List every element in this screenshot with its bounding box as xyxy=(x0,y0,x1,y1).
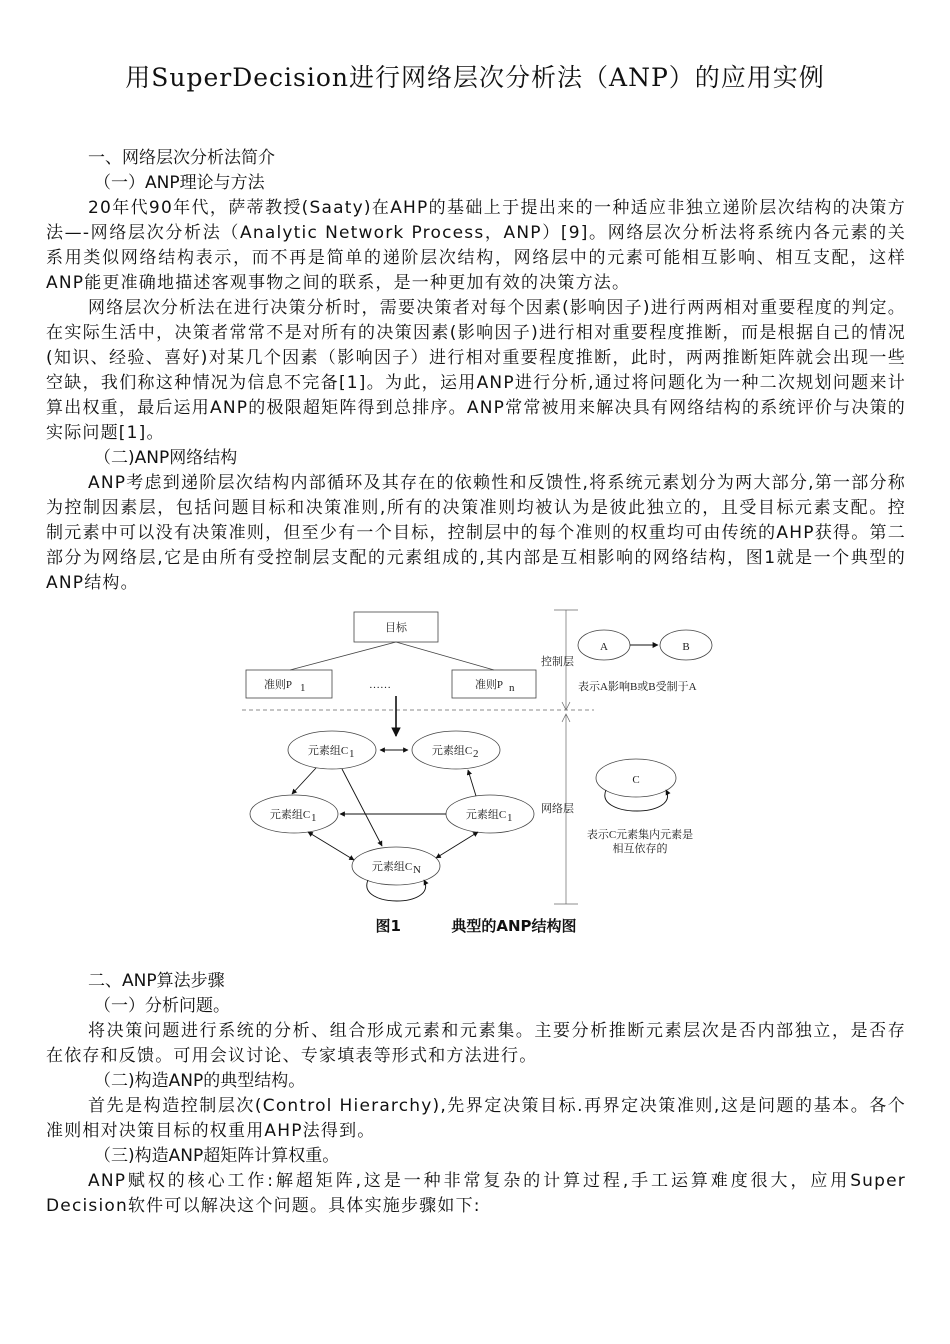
page-title: 用SuperDecision进行网络层次分析法（ANP）的应用实例 xyxy=(125,63,825,92)
paragraph: ANP考虑到递阶层次结构内部循环及其存在的依赖性和反馈性,将系统元素划分为两大部分,第一部分称为控制因素层，包括问题目标和决策准则,所有的决策准则均被认为是彼此独立的，且受目标元素支配。控制元素中可以没有决策准则，但至少有一个目标，控制层中的每个准则的权重均可由传统的AHP获得。第二部分为网络层,它是由所有受控制层支配的元素组成的,其内部是互相影响的网络结构，图1就是一个典型的ANP结构。 xyxy=(46,473,906,593)
goal-label: 目标 xyxy=(385,622,407,634)
paragraph: 20年代90年代，萨蒂教授(Saaty)在AHP的基础上于提出来的一种适应非独立递阶层次结构的决策方法—-网络层次分析法（Analytic Network Process，ANP）[9]。网络层次分析法将系统内各元素的关系用类似网络结构表示，而不再是简单的递阶层次结构，网络层中的元素可能相互影响、相互支配，这样ANP能更准确地描述客观事物之间的联系，是一种更加有效的决策方法。 xyxy=(46,198,906,293)
section-2-heading: 二、ANP算法步骤 xyxy=(88,971,225,991)
section-1-1-heading: （一）ANP理论与方法 xyxy=(94,173,265,193)
svg-text:1: 1 xyxy=(349,748,355,760)
legend-c-line1: 表示C元素集内元素是 xyxy=(586,829,694,841)
legend-node-a: A xyxy=(600,641,608,653)
group-c1-top: 元素组C xyxy=(307,745,349,757)
section-2-3-heading: （三)构造ANP超矩阵计算权重。 xyxy=(94,1146,340,1166)
legend-ab-text: 表示A影响B或B受制于A xyxy=(578,681,697,693)
legend-node-c: C xyxy=(632,774,640,786)
anp-diagram xyxy=(46,608,906,908)
legend-node-b: B xyxy=(682,641,690,653)
legend-c-line2: 相互依存的 xyxy=(612,843,668,855)
figure-caption xyxy=(46,914,906,939)
group-cn: 元素组C xyxy=(371,861,413,873)
figure-number: 图1 xyxy=(375,917,401,935)
section-1-2-heading: （二)ANP网络结构 xyxy=(94,448,238,468)
paragraph: 首先是构造控制层次(Control Hierarchy),先界定决策目标.再界定决策准则,这是问题的基本。各个准则相对决策目标的权重用AHP法得到。 xyxy=(46,1096,906,1141)
svg-text:N: N xyxy=(413,864,421,876)
criteria-ellipsis: …… xyxy=(369,679,391,691)
svg-text:2: 2 xyxy=(473,748,479,760)
paragraph: ANP赋权的核心工作:解超矩阵,这是一种非常复杂的计算过程,手工运算难度很大，应用Super Decision软件可以解决这个问题。具体实施步骤如下: xyxy=(46,1171,906,1216)
svg-text:1: 1 xyxy=(507,812,513,824)
paragraph: 将决策问题进行系统的分析、组合形成元素和元素集。主要分析推断元素层次是否内部独立，是否存在依存和反馈。可用会议讨论、专家填表等形式和方法进行。 xyxy=(46,1021,906,1066)
svg-text:1: 1 xyxy=(311,812,317,824)
network-layer-label: 网络层 xyxy=(541,803,574,815)
document-body xyxy=(46,146,906,1219)
criterion-1-label: 准则P xyxy=(263,679,293,691)
control-layer-label: 控制层 xyxy=(541,656,574,668)
criterion-1-subscript: 1 xyxy=(300,682,306,694)
group-c2: 元素组C xyxy=(431,745,473,757)
group-c1-left: 元素组C xyxy=(269,809,311,821)
group-c1-right: 元素组C xyxy=(465,809,507,821)
figure-title: 典型的ANP结构图 xyxy=(451,917,577,935)
section-1-heading: 一、网络层次分析法简介 xyxy=(88,148,275,168)
criterion-n-subscript: n xyxy=(509,682,515,694)
section-2-2-heading: （二)构造ANP的典型结构。 xyxy=(94,1071,306,1091)
anp-structure-figure xyxy=(46,608,906,908)
paragraph: 网络层次分析法在进行决策分析时，需要决策者对每个因素(影响因子)进行两两相对重要程度的判定。在实际生活中，决策者常常不是对所有的决策因素(影响因子)进行相对重要程度推断，而是根据自己的情况(知识、经验、喜好)对某几个因素（影响因子）进行相对重要程度推断，此时，两两推断矩阵就会出现一些空缺，我们称这种情况为信息不完备[1]。为此，运用ANP进行分析,通过将问题化为一种二次规划问题来计算出权重，最后运用ANP的极限超矩阵得到总排序。ANP常常被用来解决具有网络结构的系统评价与决策的实际问题[1]。 xyxy=(46,298,906,443)
criterion-n-label: 准则P xyxy=(474,679,504,691)
section-2-1-heading: （一）分析问题。 xyxy=(94,996,230,1016)
